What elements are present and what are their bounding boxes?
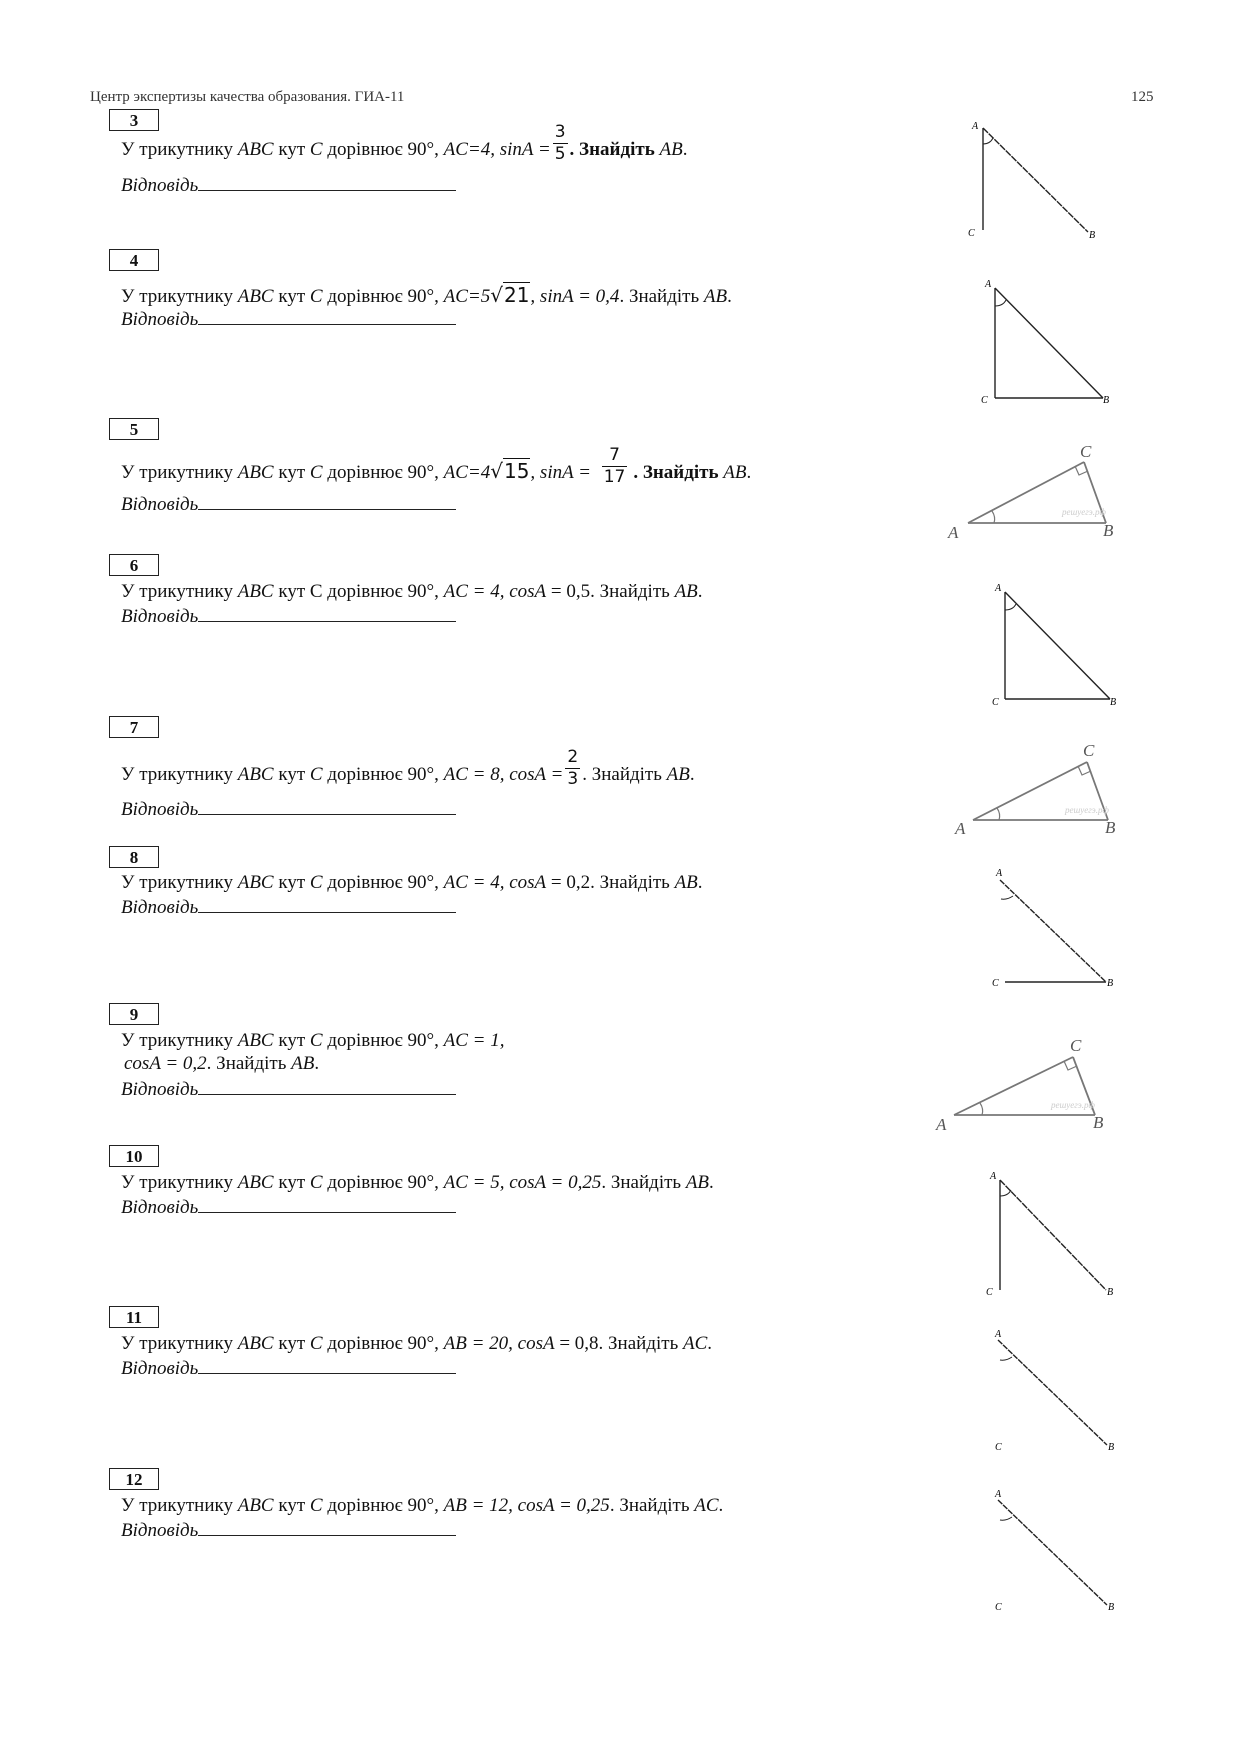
problem-number: 10 <box>109 1145 159 1167</box>
problem-text: У трикутнику ABC кут C дорівнює 90°, AB = 12, cosA = 0,25. Знайдіть AC. <box>121 1495 724 1516</box>
problem-number: 7 <box>109 716 159 738</box>
svg-text:B: B <box>1107 1287 1114 1298</box>
answer-field[interactable]: Відповідь <box>121 1355 456 1380</box>
svg-text:C: C <box>1070 1036 1082 1055</box>
svg-text:C: C <box>992 697 999 708</box>
svg-text:B: B <box>1103 395 1110 406</box>
svg-text:A: A <box>995 1329 1002 1340</box>
problem-text: У трикутнику ABC кут C дорівнює 90°, AC=4, sinA = $\frac{3}{5}$ . Знайдіть AB. <box>121 122 688 164</box>
svg-text:C: C <box>995 1602 1002 1613</box>
svg-text:C: C <box>1083 741 1095 760</box>
problem-text: У трикутнику ABC кут C дорівнює 90°, AC=5√21, sinA = 0,4. Знайдіть AB. <box>121 283 732 307</box>
problem-text: У трикутнику ABC кут C дорівнює 90°, AC = 4, cosA = 0,5. Знайдіть AB. <box>121 581 703 602</box>
answer-field[interactable]: Відповідь <box>121 1076 456 1101</box>
answer-field[interactable]: Відповідь <box>121 172 456 197</box>
triangle-figure <box>985 1330 1135 1455</box>
square-root: √21 <box>490 283 530 307</box>
svg-text:B: B <box>1089 230 1096 241</box>
problem-number: 3 <box>109 109 159 131</box>
problem-text: У трикутнику ABC кут C дорівнює 90°, AC = 1, <box>121 1030 505 1051</box>
problem-number: 9 <box>109 1003 159 1025</box>
svg-text:A: A <box>995 583 1002 594</box>
svg-text:C: C <box>1080 442 1092 461</box>
svg-text:A: A <box>972 121 979 132</box>
svg-text:A: A <box>955 819 966 838</box>
svg-text:C: C <box>981 395 988 406</box>
problem-number: 11 <box>109 1306 159 1328</box>
svg-text:B: B <box>1108 1602 1115 1613</box>
problem-text: У трикутнику ABC кут C дорівнює 90°, AC = 5, cosA = 0,25. Знайдіть AB. <box>121 1172 714 1193</box>
svg-text:решуегэ.рф: решуегэ.рф <box>1065 805 1109 815</box>
problem-text: У трикутнику ABC кут C дорівнює 90°, AC = 8, cosA = $\frac{2}{3}$ . Знайдіть AB. <box>121 747 695 789</box>
svg-text:C: C <box>992 978 999 989</box>
problem-text: У трикутнику ABC кут C дорівнює 90°, AC=4√15, sinA = $\frac{7}{17}$ . Знайдіть AB. <box>121 445 752 487</box>
problem-text-cont: cosA = 0,2. Знайдіть AB. <box>124 1053 320 1074</box>
svg-text:A: A <box>995 1489 1002 1500</box>
answer-field[interactable]: Відповідь <box>121 1517 456 1542</box>
triangle-figure <box>980 1170 1130 1300</box>
triangle-figure <box>985 1490 1135 1615</box>
triangle-figure <box>960 118 1110 243</box>
page-number: 125 <box>1131 89 1154 105</box>
svg-text:A: A <box>936 1115 947 1134</box>
triangle-figure <box>928 1035 1118 1135</box>
svg-text:решуегэ.рф: решуегэ.рф <box>1062 507 1106 517</box>
problem-text: У трикутнику ABC кут C дорівнює 90°, AB = 20, cosA = 0,8. Знайдіть AC. <box>121 1333 713 1354</box>
triangle-figure <box>985 870 1135 995</box>
svg-text:C: C <box>968 228 975 239</box>
svg-text:A: A <box>996 868 1003 879</box>
answer-field[interactable]: Відповідь <box>121 894 456 919</box>
answer-field[interactable]: Відповідь <box>121 796 456 821</box>
problem-number: 8 <box>109 846 159 868</box>
square-root: √15 <box>490 458 530 483</box>
problem-number: 12 <box>109 1468 159 1490</box>
triangle-figure <box>945 740 1125 840</box>
triangle-figure <box>975 278 1125 408</box>
svg-text:B: B <box>1110 697 1117 708</box>
fraction: $\frac{7}{17}$ <box>603 445 626 487</box>
svg-text:C: C <box>995 1442 1002 1453</box>
svg-text:A: A <box>985 279 992 290</box>
running-header: Центр экспертизы качества образования. ГИА-11 <box>90 89 405 105</box>
answer-field[interactable]: Відповідь <box>121 603 456 628</box>
svg-text:B: B <box>1093 1113 1104 1132</box>
answer-field[interactable]: Відповідь <box>121 306 456 331</box>
triangle-figure <box>985 580 1135 710</box>
problem-number: 5 <box>109 418 159 440</box>
problem-number: 6 <box>109 554 159 576</box>
svg-text:B: B <box>1105 818 1116 837</box>
svg-text:B: B <box>1107 978 1114 989</box>
triangle-figure <box>940 440 1120 540</box>
fraction: $\frac{2}{3}$ <box>567 747 579 789</box>
problem-number: 4 <box>109 249 159 271</box>
svg-text:B: B <box>1103 521 1114 540</box>
fraction: $\frac{3}{5}$ <box>554 122 566 164</box>
svg-text:A: A <box>990 1171 997 1182</box>
svg-text:C: C <box>986 1287 993 1298</box>
problem-text: У трикутнику ABC кут C дорівнює 90°, AC = 4, cosA = 0,2. Знайдіть AB. <box>121 872 703 893</box>
svg-text:B: B <box>1108 1442 1115 1453</box>
svg-text:решуегэ.рф: решуегэ.рф <box>1051 1100 1095 1110</box>
answer-field[interactable]: Відповідь <box>121 491 456 516</box>
svg-text:A: A <box>948 523 959 542</box>
answer-field[interactable]: Відповідь <box>121 1194 456 1219</box>
